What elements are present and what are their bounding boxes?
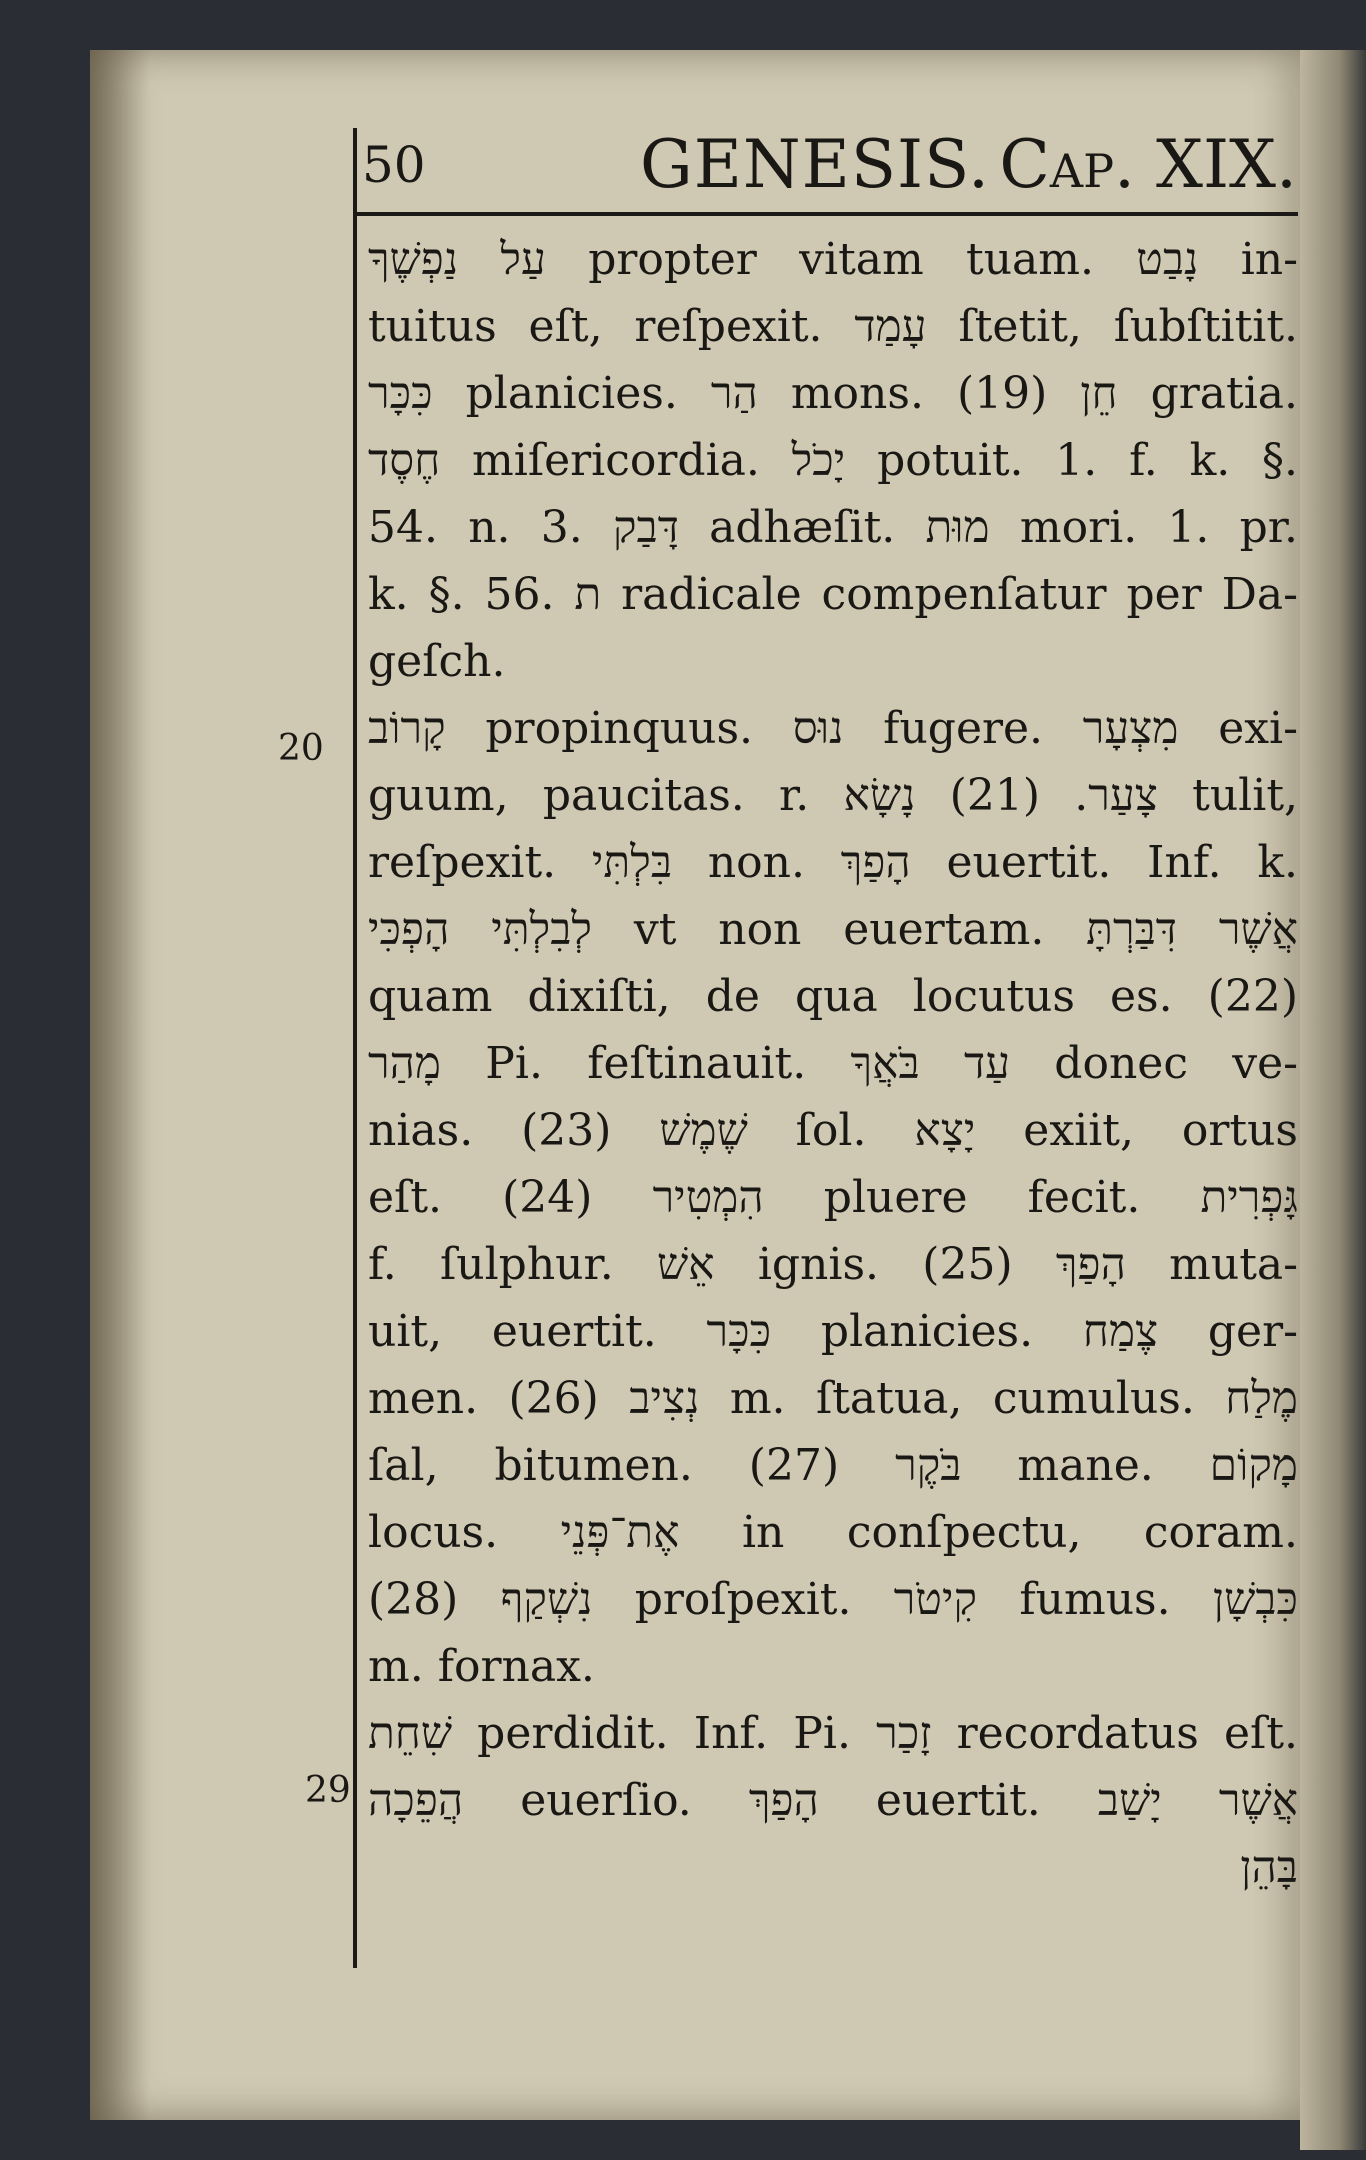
header-rule [353,212,1298,216]
text-line: uit, euertit. כִּכָּר planicies. צֶמַח ger- [368,1306,1298,1357]
text-line: עַל נַפְשֶׁךָ propter vitam tuam. נָבַט in- [368,234,1298,285]
page-edge [1300,50,1366,2150]
margin-rule [353,128,357,1968]
text-line: בָּהֵן [1240,1842,1298,1893]
text-line: tuitus eſt, reſpexit. עָמַד ſtetit, ſubſtitit. [368,301,1298,352]
text-line: כִּכָּר planicies. הַר mons. (19) חֵן gratia. [368,368,1298,419]
body-text [368,226,1298,1901]
text-line: מָהַר Pi. feſtinauit. עַד בֹּאֲךָ donec ve- [368,1038,1298,1089]
page-number: 50 [362,136,426,194]
text-line: nias. (23) שֶׁמֶשׁ ſol. יָצָא exiit, ortus [368,1105,1298,1156]
text-line: k. §. 56. ת radicale compenſatur per Da- [368,569,1298,620]
text-line: locus. אֶת־פְּנֵי in conſpectu, coram. [368,1507,1298,1558]
text-line: לְבִלְתִּי הָפְכִּי vt non euertam. אֲשֶׁר דִּבַּרְתָּ [368,904,1298,955]
text-line: ſal, bitumen. (27) בֹּקֶר mane. מָקוֹם [368,1440,1298,1491]
text-line: f. ſulphur. אֵשׁ ignis. (25) הָפַךְ muta- [368,1239,1298,1290]
text-line: חֶסֶד miſericordia. יָכֹל potuit. 1. f. k. §. [368,435,1298,486]
text-line: שִׁחֵת perdidit. Inf. Pi. זָכַר recordatus eſt. [368,1708,1298,1759]
text-line: men. (26) נְצִיב m. ſtatua, cumulus. מֶלַח [368,1373,1298,1424]
text-line: m. fornax. [368,1641,595,1692]
text-line: guum, paucitas. r. צָעַר. (21) נָשָׂא tulit, [368,770,1298,821]
gutter-shadow [90,50,150,2120]
margin-verse-number-29: 29 [305,1770,351,1811]
text-line: eſt. (24) הִמְטִיר pluere fecit. גָּפְרִית [368,1172,1298,1223]
margin-verse-number-20: 20 [278,728,324,769]
text-line: geſch. [368,636,506,687]
chapter-heading: Cap. XIX. [999,126,1297,203]
running-title: GENESIS. [640,126,990,203]
text-line: קָרוֹב propinquus. נוּס fugere. מִצְעָר exi- [368,703,1298,754]
text-line: 54. n. 3. דָּבַק adhæſit. מוּת mori. 1. pr. [368,502,1298,553]
text-line: הֲפֵכָה euerſio. הָפַךְ euertit. אֲשֶׁר יָשַׁב [368,1775,1298,1826]
text-line: (28) נִשְׁקַף proſpexit. קִיטֹר fumus. כִּבְשָׁן [368,1574,1298,1625]
running-header [362,126,1297,210]
text-line: quam dixiſti, de qua locutus es. (22) [368,971,1298,1022]
text-line: reſpexit. בִּלְתִּי non. הָפַךְ euertit. Inf. k. [368,837,1298,888]
